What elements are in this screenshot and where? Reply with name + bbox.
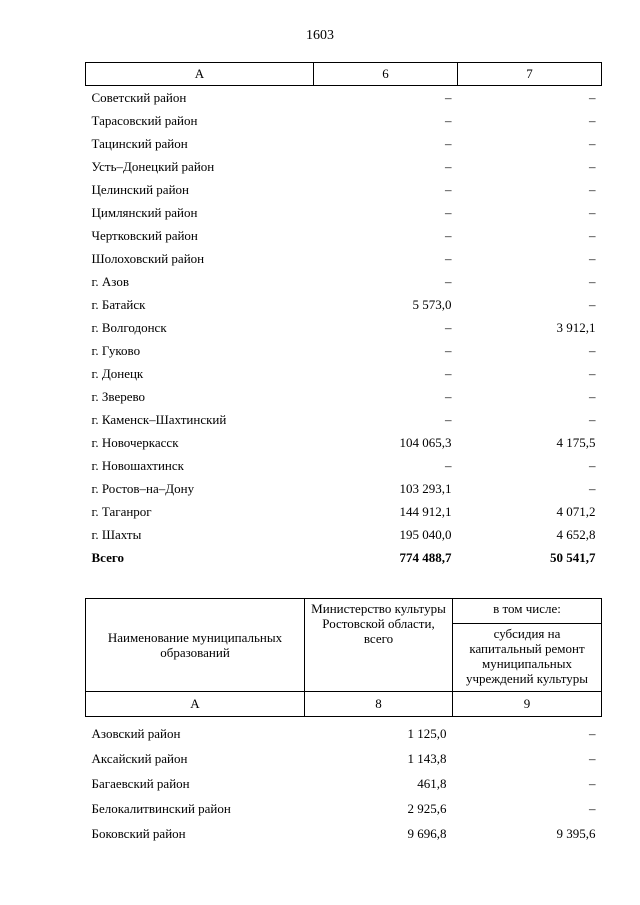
row-value: 50 541,7 [550, 550, 596, 565]
table-row [86, 362, 602, 385]
table-row [86, 201, 602, 224]
table-1-header-7: 7 [458, 63, 602, 86]
row-label: г. Азов [91, 274, 129, 289]
table-row [86, 109, 602, 132]
row-value: – [445, 228, 452, 243]
row-value: – [589, 182, 596, 197]
table-2-header-name: Наименование муниципальных образований [86, 599, 305, 692]
row-value: – [445, 136, 452, 151]
row-value: – [445, 389, 452, 404]
row-value: – [445, 343, 452, 358]
table-row [86, 293, 602, 316]
table-row [86, 500, 602, 523]
row-value: – [589, 776, 596, 791]
table-2-header-ministry: Министерство культуры Ростовской области, всего [305, 599, 453, 692]
row-label: Боковский район [91, 826, 186, 841]
row-value: 4 071,2 [556, 504, 596, 519]
row-label: Тацинский район [91, 136, 188, 151]
row-value: – [589, 389, 596, 404]
row-value: – [589, 113, 596, 128]
table-row [86, 454, 602, 477]
table-row [86, 408, 602, 431]
row-value: – [589, 366, 596, 381]
table-row [86, 132, 602, 155]
row-value: – [589, 726, 596, 741]
row-label: Всего [91, 550, 124, 565]
table-1-header-a: А [86, 63, 314, 86]
row-value: – [589, 136, 596, 151]
table-row [86, 717, 602, 747]
row-value: 4 652,8 [556, 527, 596, 542]
row-label: г. Новочеркасск [91, 435, 179, 450]
row-label: г. Новошахтинск [91, 458, 184, 473]
row-value: 1 143,8 [407, 751, 447, 766]
row-value: – [445, 320, 452, 335]
row-value: 5 573,0 [412, 297, 452, 312]
row-value: – [445, 412, 452, 427]
table-row [86, 316, 602, 339]
row-value: 1 125,0 [407, 726, 447, 741]
row-label: Белокалитвинский район [91, 801, 231, 816]
row-value: – [589, 343, 596, 358]
row-value: 104 065,3 [399, 435, 452, 450]
row-value: 9 395,6 [556, 826, 596, 841]
table-row [86, 771, 602, 796]
row-value: – [589, 274, 596, 289]
table-row [86, 796, 602, 821]
row-label: Цимлянский район [91, 205, 198, 220]
row-value: 774 488,7 [399, 550, 452, 565]
row-value: – [589, 801, 596, 816]
row-value: – [589, 297, 596, 312]
table-row [86, 385, 602, 408]
row-value: – [589, 159, 596, 174]
row-label: Шолоховский район [91, 251, 205, 266]
row-label: Багаевский район [91, 776, 190, 791]
table-row [86, 224, 602, 247]
row-value: – [589, 481, 596, 496]
row-value: – [445, 90, 452, 105]
row-value: 144 912,1 [399, 504, 452, 519]
table-row [86, 746, 602, 771]
row-value: 2 925,6 [407, 801, 447, 816]
row-value: – [589, 90, 596, 105]
row-value: – [589, 458, 596, 473]
table-2-header-subsidy: субсидия на капитальный ремонт муниципальных учреждений культуры [453, 623, 602, 691]
row-label: г. Шахты [91, 527, 142, 542]
table-row [86, 477, 602, 500]
table-row [86, 546, 602, 569]
table-2-header-including: в том числе: [453, 599, 602, 624]
row-value: – [445, 458, 452, 473]
table-2-index-9: 9 [453, 692, 602, 717]
table-row [86, 523, 602, 546]
row-label: Усть–Донецкий район [91, 159, 215, 174]
row-label: Аксайский район [91, 751, 188, 766]
table-row [86, 270, 602, 293]
row-label: г. Таганрог [91, 504, 152, 519]
row-value: 9 696,8 [407, 826, 447, 841]
row-label: г. Донецк [91, 366, 144, 381]
row-value: – [445, 159, 452, 174]
row-label: г. Каменск–Шахтинский [91, 412, 227, 427]
row-value: – [445, 182, 452, 197]
row-label: г. Гуково [91, 343, 141, 358]
table-row [86, 821, 602, 846]
table-2-index-a: А [86, 692, 305, 717]
table-1-header-row [86, 63, 602, 86]
table-row [86, 178, 602, 201]
table-1-header-6: 6 [314, 63, 458, 86]
row-value: – [589, 205, 596, 220]
row-value: 461,8 [417, 776, 447, 791]
table-row [86, 431, 602, 454]
row-value: 4 175,5 [556, 435, 596, 450]
table-row [86, 339, 602, 362]
row-label: г. Ростов–на–Дону [91, 481, 195, 496]
row-value: – [589, 412, 596, 427]
row-label: г. Батайск [91, 297, 146, 312]
row-value: – [445, 205, 452, 220]
row-label: г. Зверево [91, 389, 146, 404]
table-2 [85, 598, 602, 846]
row-value: 195 040,0 [399, 527, 452, 542]
table-row [86, 247, 602, 270]
row-label: Тарасовский район [91, 113, 198, 128]
page-number: 1603 [306, 28, 334, 43]
row-label: Целинский район [91, 182, 189, 197]
table-1 [85, 62, 602, 569]
table-row [86, 86, 602, 110]
row-label: Чертковский район [91, 228, 198, 243]
row-value: – [445, 113, 452, 128]
row-label: Советский район [91, 90, 187, 105]
row-value: 103 293,1 [399, 481, 452, 496]
table-row [86, 155, 602, 178]
row-value: – [445, 251, 452, 266]
row-value: – [589, 228, 596, 243]
row-value: 3 912,1 [556, 320, 596, 335]
table-2-index-8: 8 [305, 692, 453, 717]
row-value: – [445, 366, 452, 381]
row-value: – [589, 751, 596, 766]
row-value: – [589, 251, 596, 266]
row-label: Азовский район [91, 726, 181, 741]
row-value: – [445, 274, 452, 289]
row-label: г. Волгодонск [91, 320, 167, 335]
